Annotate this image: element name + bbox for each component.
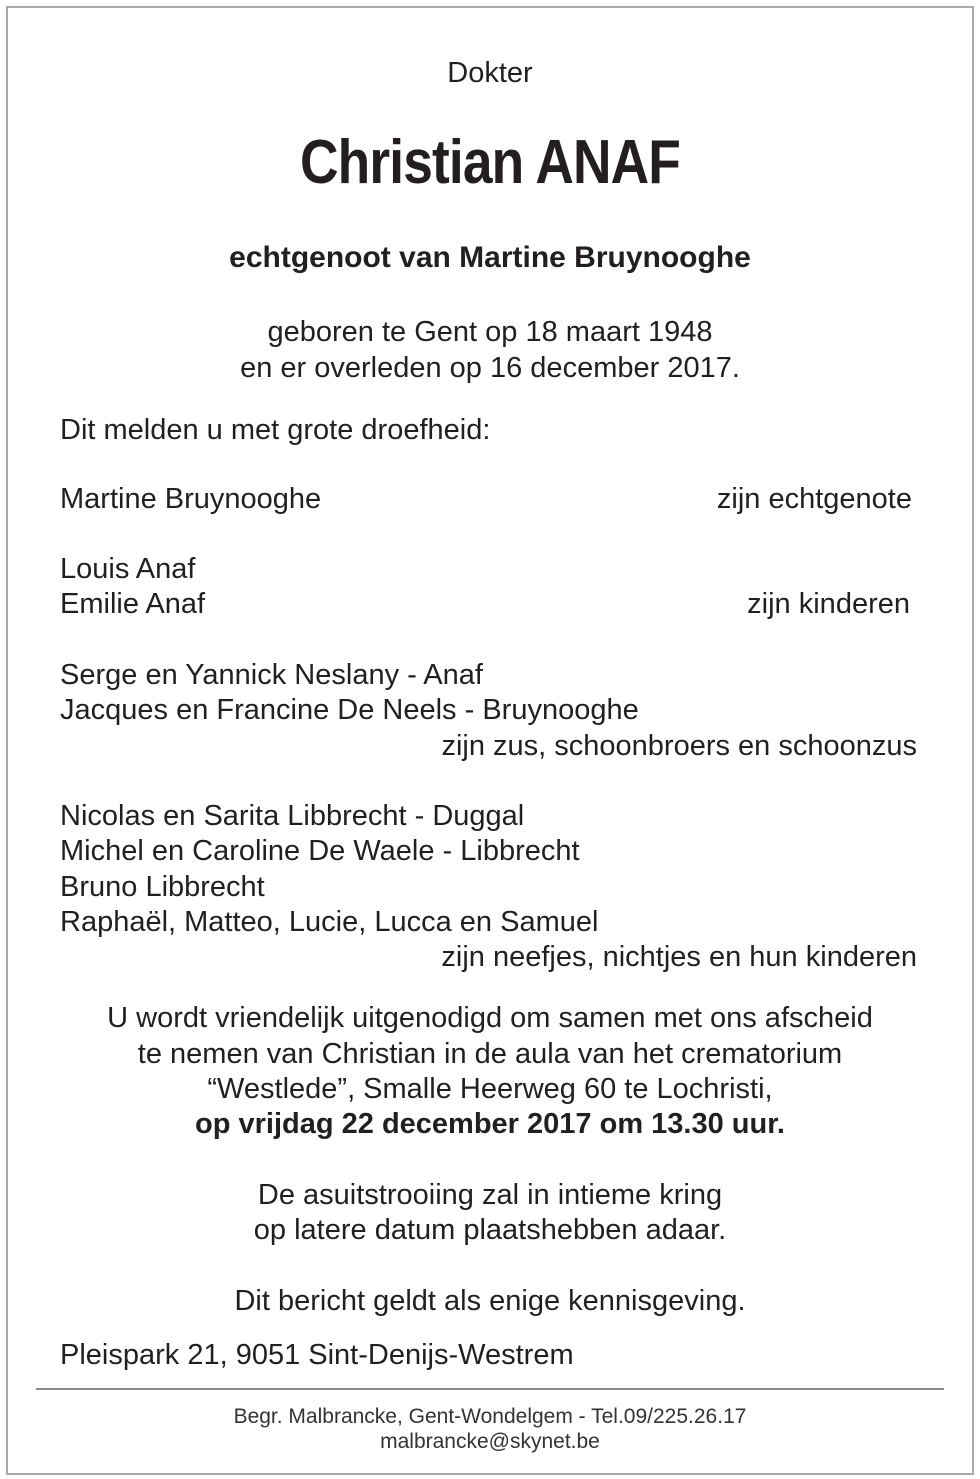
death-line: en er overleden op 16 december 2017. (240, 352, 740, 384)
deceased-name: Christian ANAF (300, 128, 680, 197)
ceremony-date: op vrijdag 22 december 2017 om 13.30 uur. (195, 1108, 785, 1140)
ashes-line: op latere datum plaatshebben adaar. (253, 1214, 727, 1246)
home-address: Pleispark 21, 9051 Sint-Denijs-Westrem (60, 1339, 574, 1371)
ashes-line: De asuitstrooiing zal in intieme kring (257, 1179, 723, 1211)
invitation-line: te nemen van Christian in de aula van het crematorium (137, 1038, 843, 1070)
siblings-role: zijn zus, schoonbroers en schoonzus (441, 730, 917, 762)
sibling-name: Serge en Yannick Neslany - Anaf (60, 659, 483, 691)
children-role: zijn kinderen (747, 588, 910, 620)
spouse-role: zijn echtgenote (716, 483, 912, 515)
footer-divider (36, 1388, 944, 1390)
nephew-name: Nicolas en Sarita Libbrecht - Duggal (60, 800, 525, 832)
nephew-name: Raphaël, Matteo, Lucie, Lucca en Samuel (60, 906, 599, 938)
nephew-name: Bruno Libbrecht (60, 871, 265, 903)
child-name: Emilie Anaf (60, 588, 206, 620)
sibling-name: Jacques en Francine De Neels - Bruynooghe (60, 694, 639, 726)
nephew-name: Michel en Caroline De Waele - Libbrecht (60, 835, 580, 867)
nephews-role: zijn neefjes, nichtjes en hun kinderen (441, 941, 917, 973)
invitation-line: U wordt vriendelijk uitgenodigd om samen met ons afscheid (107, 1002, 873, 1034)
title-prefix: Dokter (447, 57, 533, 89)
invitation-line: “Westlede”, Smalle Heerweg 60 te Lochristi, (207, 1073, 773, 1105)
spouse-name: Martine Bruynooghe (60, 483, 322, 515)
birth-line: geboren te Gent op 18 maart 1948 (267, 316, 713, 348)
child-name: Louis Anaf (60, 553, 196, 585)
spouse-line: echtgenoot van Martine Bruynooghe (229, 241, 751, 274)
undertaker-email: malbrancke@skynet.be (380, 1430, 600, 1453)
notice-text: Dit bericht geldt als enige kennisgeving. (234, 1285, 746, 1317)
intro-text: Dit melden u met grote droefheid: (60, 414, 491, 446)
undertaker-line: Begr. Malbrancke, Gent-Wondelgem - Tel.09/225.26.17 (233, 1405, 747, 1428)
